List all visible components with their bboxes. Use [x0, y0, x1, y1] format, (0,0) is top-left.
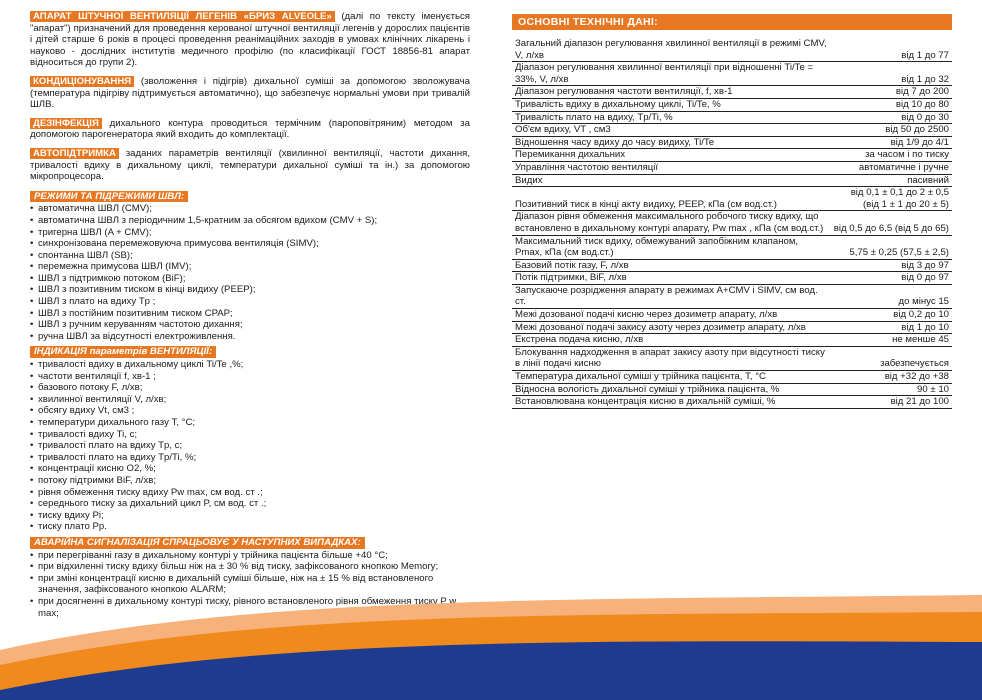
right-column — [512, 14, 952, 409]
spec-parameter: Відносна вологість дихальної суміші у трійника пацієнта, % — [512, 383, 831, 396]
spec-value: від 1 до 10 — [831, 321, 952, 334]
intro-paragraph — [30, 11, 470, 69]
spec-row — [512, 371, 952, 384]
spec-parameter: Блокування надходження в апарат закису азоту при відсутності тиску в лінії подачі кисню — [512, 346, 831, 370]
indication-list-item: • рівня обмеження тиску вдиху Pw max, см вод. ст .; — [30, 487, 470, 499]
spec-parameter: Діапазон регулювання частоти вентиляції, f, хв-1 — [512, 86, 831, 99]
spec-parameter: Потік підтримки, BiF, л/хв — [512, 272, 831, 285]
spec-row — [512, 187, 952, 211]
spec-parameter: Базовий потік газу, F, л/хв — [512, 259, 831, 272]
alarm-list-item: • при перегріванні газу в дихальному контурі у трійника пацієнта більше +40 °C; — [30, 550, 470, 562]
indication-list-item: • тиску вдиху Pi; — [30, 510, 470, 522]
spec-value: від +32 до +38 — [831, 371, 952, 384]
spec-row — [512, 174, 952, 187]
spec-row — [512, 62, 952, 86]
indication-list-item: • частоти вентиляції f, хв-1 ; — [30, 371, 470, 383]
spec-parameter: Управління частотою вентиляції — [512, 161, 831, 174]
mode-list-item: • автоматична ШВЛ з періодичним 1,5-кратним за обсягом вдихом (CMV + S); — [30, 215, 470, 227]
spec-value: від 1/9 до 4/1 — [831, 136, 952, 149]
spec-value: до мінус 15 — [831, 284, 952, 308]
spec-parameter: Діапазон регулювання хвилинної вентиляції при відношенні Ti/Te = 33%, V, л/хв — [512, 62, 831, 86]
spec-parameter: Екстрена подача кисню, л/хв — [512, 334, 831, 347]
spec-value: від 0 до 97 — [831, 272, 952, 285]
left-column — [30, 11, 470, 622]
conditioning-paragraph — [30, 76, 470, 111]
mode-list-item: • спонтанна ШВЛ (SB); — [30, 250, 470, 262]
spec-parameter: Запускаюче розрідження апарату в режимах A+CMV і SIMV, см вод. ст. — [512, 284, 831, 308]
alarm-heading: АВАРІЙНА СИГНАЛІЗАЦІЯ СПРАЦЬОВУЄ У НАСТУПНИХ ВИПАДКАХ: — [30, 537, 365, 549]
spec-value: від 10 до 80 — [831, 98, 952, 111]
autosupport-text: заданих параметрів вентиляції (хвилинної вентиляції, частоти дихання, тривалості вдиху в дихальному циклі, температури дихальної суміші та ін.) за допомогою мікропроцесора. — [30, 147, 470, 183]
spec-row — [512, 259, 952, 272]
spec-row — [512, 111, 952, 124]
autosupport-title: АВТОПІДТРИМКА — [30, 148, 119, 159]
spec-parameter: Максимальний тиск вдиху, обмежуваний запобіжним клапаном, Pmax, кПа (см вод.ст.) — [512, 235, 831, 259]
alarm-list-item: • при зміні концентрації кисню в дихальній суміші більше, ніж на ± 15 % від встановленого значення, зафіксованого кнопкою ALARM; — [30, 573, 470, 596]
modes-heading: РЕЖИМИ ТА ПІДРЕЖИМИ ШВЛ: — [30, 191, 188, 203]
mode-list-item: • ШВЛ з ручним керуванням частотою дихання; — [30, 319, 470, 331]
indication-list-item: • тривалості вдиху в дихальному циклі Ti/Te ,%; — [30, 359, 470, 371]
indication-list-item: • тиску плато Pp. — [30, 521, 470, 533]
indication-list-item: • середнього тиску за дихальний цикл P, см вод. ст .; — [30, 498, 470, 510]
alarm-list-item: • при відхиленні тиску вдиху більш ніж на ± 30 % від тиску, зафіксованого кнопкою Memory; — [30, 561, 470, 573]
spec-value: 90 ± 10 — [831, 383, 952, 396]
spec-parameter: Тривалість плато на вдиху, Tp/Ti, % — [512, 111, 831, 124]
indication-list-item: • концентрації кисню O2, %; — [30, 463, 470, 475]
spec-parameter: Тривалість вдиху в дихальному циклі, Ti/Te, % — [512, 98, 831, 111]
spec-parameter: Температура дихальної суміші у трійника пацієнта, T, °C — [512, 371, 831, 384]
mode-list-item: • ШВЛ з підтримкою потоком (BiF); — [30, 273, 470, 285]
spec-value: за часом і по тиску — [831, 149, 952, 162]
spec-row — [512, 309, 952, 322]
mode-list-item: • ШВЛ з плато на вдиху Tp ; — [30, 296, 470, 308]
spec-row — [512, 321, 952, 334]
spec-row — [512, 161, 952, 174]
indication-list-item: • хвилинної вентиляції V, л/хв; — [30, 394, 470, 406]
spec-parameter: Об'єм вдиху, VT , см3 — [512, 124, 831, 137]
spec-parameter: Позитивний тиск в кінці акту видиху, PEEP, кПа (см вод.ст.) — [512, 187, 831, 211]
indication-list-item: • базового потоку F, л/хв; — [30, 382, 470, 394]
spec-value: від 50 до 2500 — [831, 124, 952, 137]
mode-list-item: • синхронізована перемежовуюча примусова вентиляція (SIMV); — [30, 238, 470, 250]
decorative-wave — [0, 580, 982, 700]
spec-row — [512, 38, 952, 62]
indication-list-item: • потоку підтримки BiF, л/хв; — [30, 475, 470, 487]
spec-value: від 21 до 100 — [831, 396, 952, 409]
spec-parameter: Загальний діапазон регулювання хвилинної вентиляції в режимі CMV, V, л/хв — [512, 38, 831, 62]
spec-value: від 1 до 32 — [831, 62, 952, 86]
spec-value: від 1 до 77 — [831, 38, 952, 62]
indication-list-item: • тривалості плато на вдиху Tp/Ti, %; — [30, 452, 470, 464]
conditioning-text: (зволоження і підігрів) дихальної суміші за допомогою зволожувача (температура підігріву підтримується автоматично), що забезпечує нормальні умови при тривалій ШЛВ. — [30, 75, 471, 111]
autosupport-paragraph — [30, 148, 470, 183]
spec-row — [512, 98, 952, 111]
specs-heading: ОСНОВНІ ТЕХНІЧНІ ДАНІ: — [512, 14, 952, 30]
mode-list-item: • ШВЛ з позитивним тиском в кінці видиху (PEEP); — [30, 284, 470, 296]
intro-title: АПАРАТ ШТУЧНОЇ ВЕНТИЛЯЦІЇ ЛЕГЕНІВ «БРИЗ ALVEOLE» — [30, 11, 335, 22]
spec-parameter: Встановлювана концентрація кисню в дихальній суміші, % — [512, 396, 831, 409]
spec-row — [512, 284, 952, 308]
mode-list-item: • тригерна ШВЛ (A + CMV); — [30, 227, 470, 239]
spec-value: від 7 до 200 — [831, 86, 952, 99]
spec-row — [512, 211, 952, 235]
disinfection-title: ДЕЗІНФЕКЦІЯ — [30, 118, 102, 129]
specs-table — [512, 38, 952, 409]
spec-parameter: Діапазон рівня обмеження максимального робочого тиску вдиху, що встановлено в дихальному контурі апарату, Pw max , кПа (см вод.ст.) — [512, 211, 831, 235]
indication-list-item: • температури дихального газу T, °C; — [30, 417, 470, 429]
disinfection-text: дихального контура проводиться термічним (пароповітряним) методом за допомогою парогенератора який входить до комплектації. — [30, 117, 470, 141]
spec-row — [512, 86, 952, 99]
spec-value: пасивний — [831, 174, 952, 187]
spec-row — [512, 396, 952, 409]
spec-value: автоматичне і ручне — [831, 161, 952, 174]
indication-list — [30, 359, 470, 533]
spec-row — [512, 149, 952, 162]
spec-value: від 3 до 97 — [831, 259, 952, 272]
alarm-list-item: • при досягненні в дихальному контурі тиску, рівного встановленого рівня обмеження тиску P w max; — [30, 596, 470, 619]
spec-row — [512, 124, 952, 137]
mode-list-item: • перемежна примусова ШВЛ (IMV); — [30, 261, 470, 273]
spec-row — [512, 334, 952, 347]
modes-list — [30, 203, 470, 342]
spec-value: 5,75 ± 0,25 (57,5 ± 2,5) — [831, 235, 952, 259]
indication-list-item: • обсягу вдиху Vt, см3 ; — [30, 405, 470, 417]
indication-list-item: • тривалості плато на вдиху Tp, с; — [30, 440, 470, 452]
spec-row — [512, 383, 952, 396]
indication-list-item: • тривалості вдиху Ti, с; — [30, 429, 470, 441]
spec-parameter: Межі дозованої подачі кисню через дозиметр апарату, л/хв — [512, 309, 831, 322]
spec-value: від 0 до 30 — [831, 111, 952, 124]
mode-list-item: • ШВЛ з постійним позитивним тиском CPAP; — [30, 308, 470, 320]
disinfection-paragraph — [30, 118, 470, 141]
indication-heading: ІНДИКАЦІЯ параметрів ВЕНТИЛЯЦІЇ: — [30, 346, 216, 358]
spec-row — [512, 235, 952, 259]
spec-value: від 0,1 ± 0,1 до 2 ± 0,5 (від 1 ± 1 до 20 ± 5) — [831, 187, 952, 211]
spec-value: забезпечується — [831, 346, 952, 370]
spec-value: від 0,5 до 6,5 (від 5 до 65) — [831, 211, 952, 235]
mode-list-item: • ручна ШВЛ за відсутності електроживлення. — [30, 331, 470, 343]
conditioning-title: КОНДИЦІОНУВАННЯ — [30, 76, 134, 87]
mode-list-item: • автоматична ШВЛ (CMV); — [30, 203, 470, 215]
spec-parameter: Видих — [512, 174, 831, 187]
intro-text: (далі по тексту іменується "апарат") призначений для проведення керованої штучної вентиляції легенів у дорослих пацієнтів і дітей старше 6 років в процесі проведення реанімаційних заходів в умовах клінічних лікарень і науково - дослідних інститутів медичного профілю (по класифікації ГОСТ 18856-81 апарат відноситься до групи 2). — [30, 11, 470, 69]
spec-value: не менше 45 — [831, 334, 952, 347]
spec-row — [512, 346, 952, 370]
spec-parameter: Перемикання дихальних — [512, 149, 831, 162]
spec-value: від 0,2 до 10 — [831, 309, 952, 322]
spec-row — [512, 136, 952, 149]
spec-parameter: Відношення часу вдиху до часу видиху, Ti/Te — [512, 136, 831, 149]
spec-row — [512, 272, 952, 285]
spec-parameter: Межі дозованої подачі закису азоту через дозиметр апарату, л/хв — [512, 321, 831, 334]
